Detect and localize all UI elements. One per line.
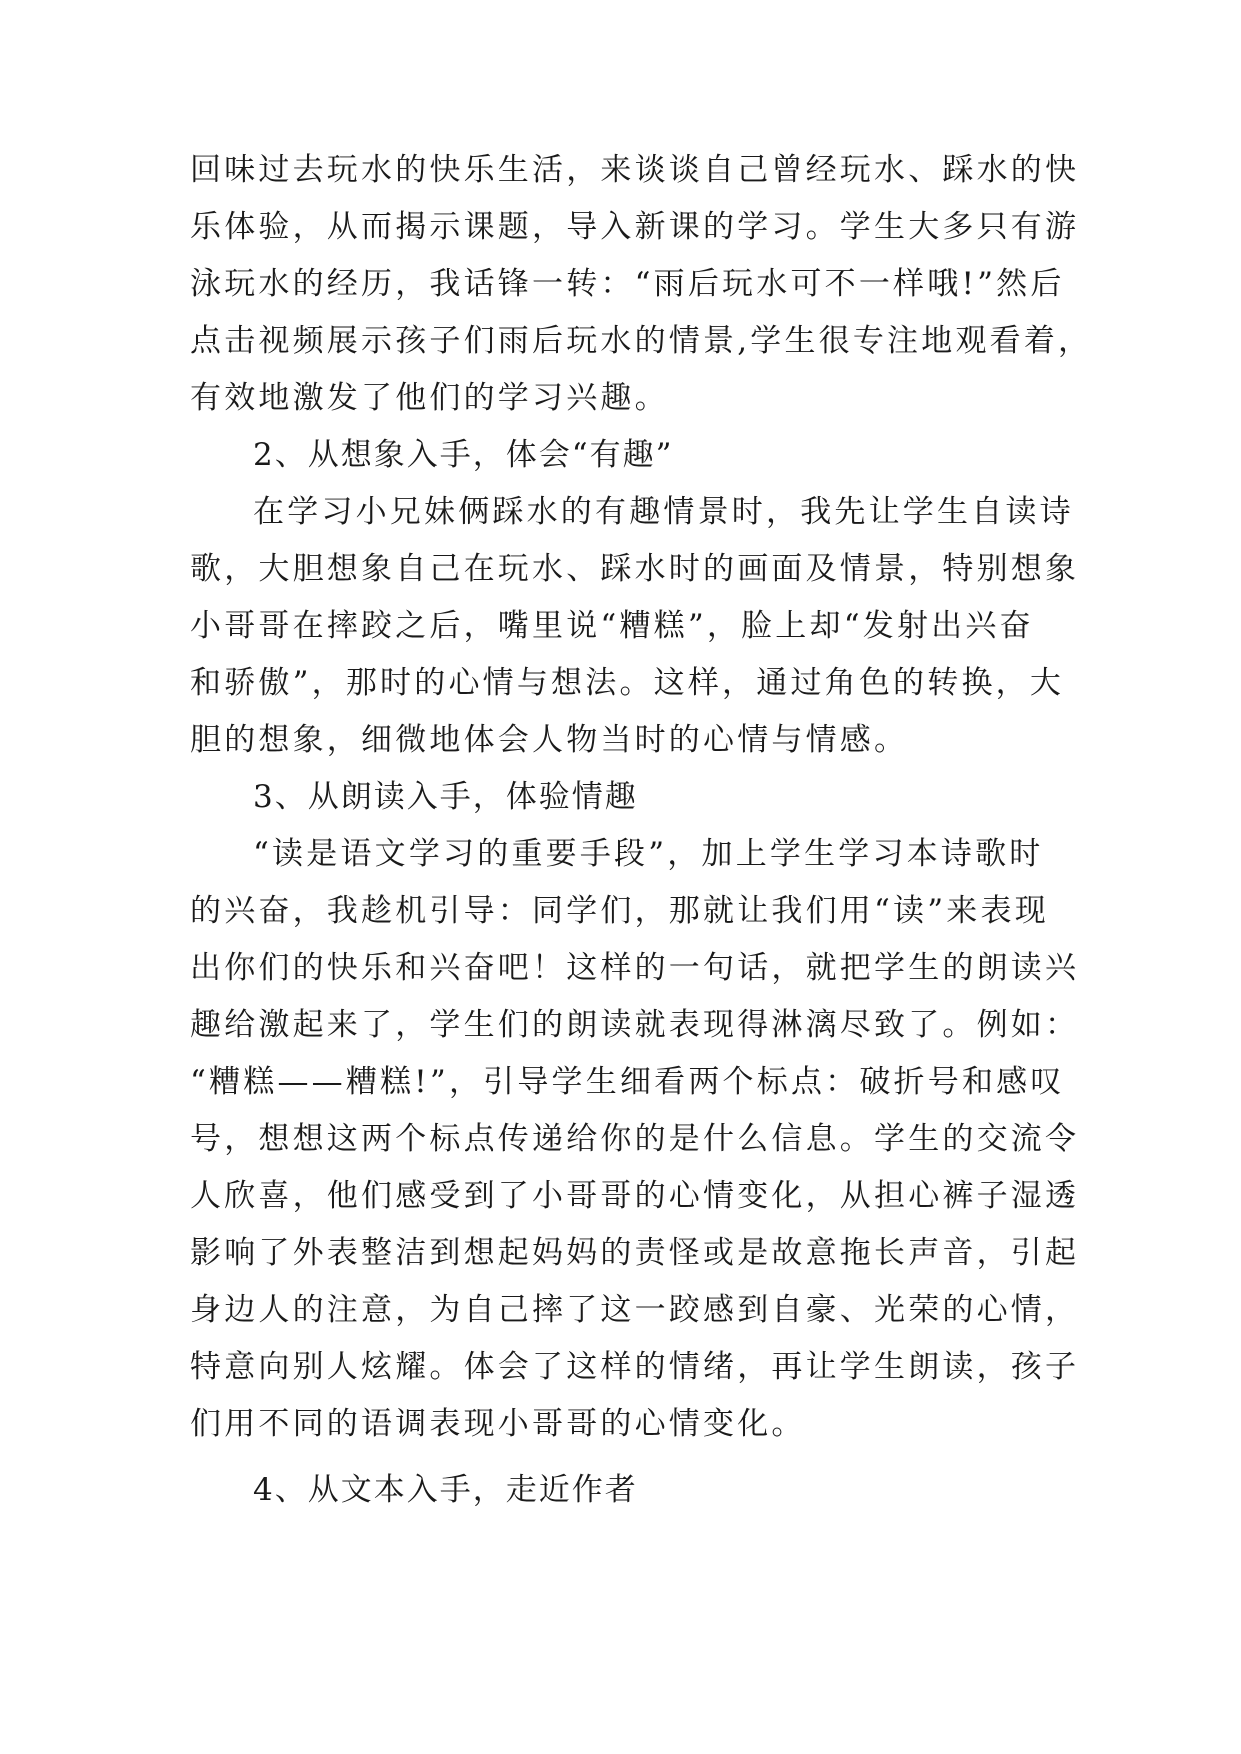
paragraph-2-line-5: 胆的想象，细微地体会人物当时的心情与情感。 bbox=[190, 722, 909, 758]
paragraph-3-line-4: 趣给激起来了，学生们的朗读就表现得淋漓尽致了。例如： bbox=[190, 1007, 1080, 1043]
paragraph-1-line-5: 有效地激发了他们的学习兴趣。 bbox=[190, 380, 669, 416]
paragraph-2-line-3: 小哥哥在摔跤之后，嘴里说“糟糕”，脸上却“发射出兴奋 bbox=[190, 608, 1034, 644]
paragraph-3-line-10: 特意向别人炫耀。体会了这样的情绪，再让学生朗读，孩子 bbox=[190, 1349, 1080, 1385]
paragraph-3-line-2: 的兴奋，我趁机引导：同学们，那就让我们用“读”来表现 bbox=[190, 893, 1049, 929]
paragraph-3-line-6: 号，想想这两个标点传递给你的是什么信息。学生的交流令 bbox=[190, 1121, 1080, 1157]
section-heading-3: 3、从朗读入手，体验情趣 bbox=[253, 779, 638, 815]
paragraph-3-line-5: “糟糕——糟糕!”，引导学生细看两个标点：破折号和感叹 bbox=[190, 1064, 1065, 1100]
paragraph-3-line-8: 影响了外表整洁到想起妈妈的责怪或是故意拖长声音，引起 bbox=[190, 1235, 1080, 1271]
paragraph-2-line-2: 歌，大胆想象自己在玩水、踩水时的画面及情景，特别想象 bbox=[190, 551, 1080, 587]
paragraph-2-line-1: 在学习小兄妹俩踩水的有趣情景时，我先让学生自读诗 bbox=[253, 494, 1074, 530]
paragraph-1-line-3: 泳玩水的经历，我话锋一转：“雨后玩水可不一样哦!”然后 bbox=[190, 266, 1065, 302]
paragraph-3-line-3: 出你们的快乐和兴奋吧！这样的一句话，就把学生的朗读兴 bbox=[190, 950, 1080, 986]
paragraph-3-line-1: “读是语文学习的重要手段”，加上学生学习本诗歌时 bbox=[253, 836, 1044, 872]
paragraph-3-line-11: 们用不同的语调表现小哥哥的心情变化。 bbox=[190, 1406, 806, 1442]
paragraph-1-line-4: 点击视频展示孩子们雨后玩水的情景,学生很专注地观看着， bbox=[190, 323, 1093, 359]
paragraph-3-line-7: 人欣喜，他们感受到了小哥哥的心情变化，从担心裤子湿透 bbox=[190, 1178, 1080, 1214]
paragraph-2-line-4: 和骄傲”，那时的心情与想法。这样，通过角色的转换，大 bbox=[190, 665, 1065, 701]
section-heading-4: 4、从文本入手，走近作者 bbox=[253, 1472, 638, 1508]
section-heading-2: 2、从想象入手，体会“有趣” bbox=[253, 437, 674, 473]
paragraph-1-line-1: 回味过去玩水的快乐生活，来谈谈自己曾经玩水、踩水的快 bbox=[190, 152, 1080, 188]
paragraph-3-line-9: 身边人的注意，为自己摔了这一跤感到自豪、光荣的心情， bbox=[190, 1292, 1080, 1328]
paragraph-1-line-2: 乐体验，从而揭示课题，导入新课的学习。学生大多只有游 bbox=[190, 209, 1080, 245]
